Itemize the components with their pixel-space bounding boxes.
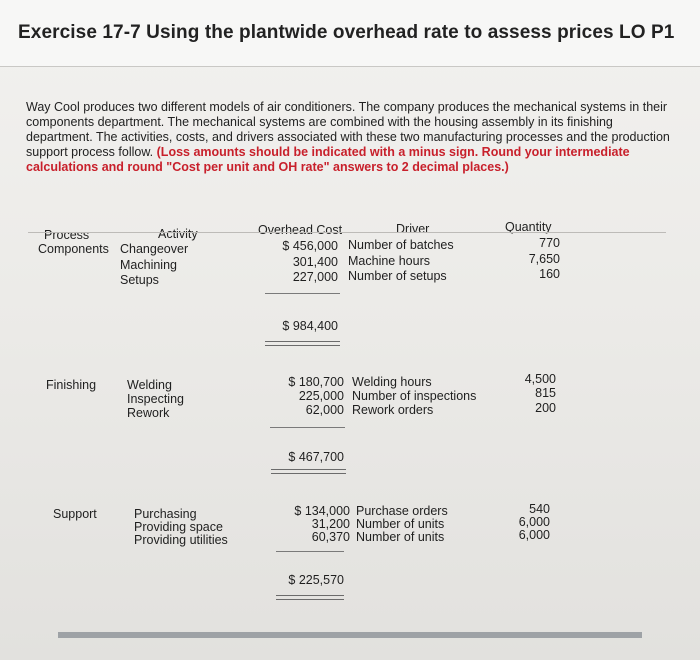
total-double-rule: [265, 345, 340, 346]
total-double-rule: [276, 599, 344, 600]
activity-cell: Welding: [127, 378, 172, 392]
process-label: Components: [38, 242, 109, 256]
activity-cell: Machining: [120, 258, 177, 272]
cost-cell: 225,000: [298, 389, 344, 403]
driver-cell: Welding hours: [352, 375, 432, 389]
section-total: $ 467,700: [288, 450, 344, 464]
quantity-cell: 540: [529, 502, 550, 516]
subtotal-rule: [265, 293, 340, 294]
driver-cell: Purchase orders: [356, 504, 448, 518]
process-label: Finishing: [46, 378, 97, 392]
header-activity: Activity: [158, 227, 198, 241]
cost-cell: 60,370: [311, 530, 350, 544]
activity-cell: Setups: [120, 273, 159, 287]
header-driver: Driver: [396, 222, 430, 236]
driver-cell: Machine hours: [348, 254, 430, 268]
cost-cell: 301,400: [292, 255, 338, 269]
driver-cell: Number of batches: [348, 238, 454, 252]
cost-cell: $ 180,700: [288, 375, 344, 389]
total-double-rule: [265, 341, 340, 342]
activity-cell: Inspecting: [127, 392, 184, 406]
header-overhead-cost: Overhead Cost: [258, 223, 343, 237]
quantity-cell: 4,500: [524, 372, 556, 386]
quantity-cell: 200: [535, 401, 556, 415]
activity-cell: Providing utilities: [134, 533, 228, 547]
section-total: $ 984,400: [282, 319, 338, 333]
cost-cell: 31,200: [311, 517, 350, 531]
activity-cell: Changeover: [120, 242, 189, 256]
process-label: Support: [53, 507, 97, 521]
driver-cell: Rework orders: [352, 403, 434, 417]
title-bar: [0, 0, 700, 67]
quantity-cell: 7,650: [528, 252, 560, 266]
activity-cell: Purchasing: [134, 507, 197, 521]
quantity-cell: 160: [539, 267, 560, 281]
activity-cell: Rework: [127, 406, 170, 420]
cost-cell: 227,000: [292, 270, 338, 284]
cost-cell: $ 134,000: [294, 504, 350, 518]
quantity-cell: 815: [535, 386, 556, 400]
cost-cell: $ 456,000: [282, 239, 338, 253]
page-title: Exercise 17-7 Using the plantwide overhead rate to assess prices LO P1: [18, 22, 675, 43]
problem-text: Way Cool produces two different models of air conditioners. The company produces the mechanical systems in their components department. The mechanical systems are combined with the housing assembly in its finishing department. The activities, costs, and drivers associated with these two manufacturing processes and the production support process follow.: [26, 100, 670, 159]
header-quantity: Quantity: [505, 220, 552, 234]
subtotal-rule: [276, 551, 344, 552]
activity-cell: Providing space: [134, 520, 223, 534]
total-double-rule: [276, 595, 344, 596]
driver-cell: Number of setups: [348, 269, 447, 283]
quantity-cell: 6,000: [518, 528, 550, 542]
quantity-cell: 6,000: [518, 515, 550, 529]
problem-description: [26, 100, 676, 175]
horizontal-scrollbar[interactable]: [58, 632, 642, 638]
total-double-rule: [271, 469, 346, 470]
quantity-cell: 770: [539, 236, 560, 250]
total-double-rule: [271, 473, 346, 474]
instruction-text: (Loss amounts should be indicated with a minus sign. Round your intermediate calculations and round "Cost per unit and OH rate" answers to 2 decimal places.): [26, 145, 630, 174]
header-divider: [28, 232, 666, 233]
subtotal-rule: [270, 427, 345, 428]
driver-cell: Number of inspections: [352, 389, 477, 403]
header-process: Process: [44, 228, 90, 242]
driver-cell: Number of units: [356, 517, 445, 531]
cost-cell: 62,000: [305, 403, 344, 417]
driver-cell: Number of units: [356, 530, 445, 544]
section-total: $ 225,570: [288, 573, 344, 587]
